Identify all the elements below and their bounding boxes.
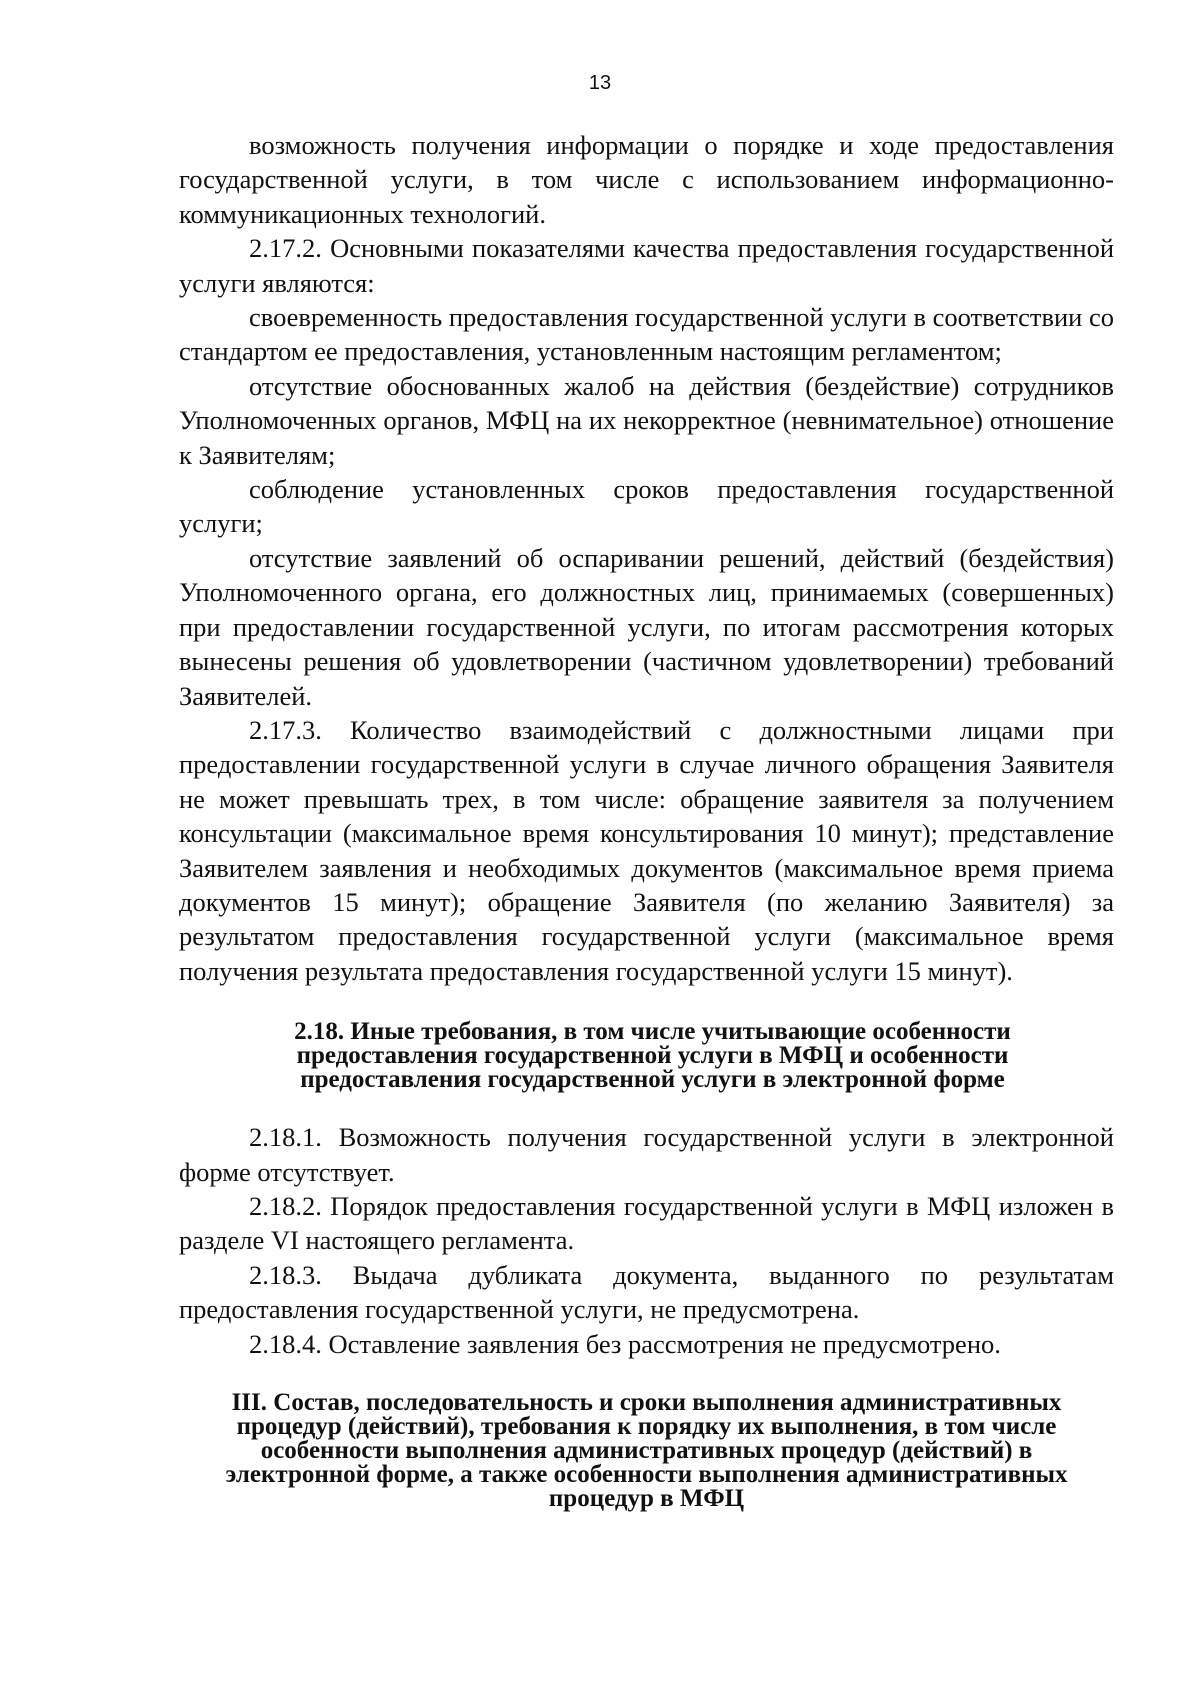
heading-2-18: 2.18. Иные требования, в том числе учитывающие особенности предоставления государственной услуги в МФЦ и особенности предоставления государственной услуги в электронной форме <box>294 1018 1011 1094</box>
spacer <box>179 1361 1114 1391</box>
paragraph-2-18-2: 2.18.2. Порядок предоставления государственной услуги в МФЦ изложен в разделе VI настоящего регламента. <box>179 1190 1114 1256</box>
paragraph-info-possibility: возможность получения информации о порядке и ходе предоставления государственной услуги, в том числе с использованием информационно-коммуникационных технологий. <box>179 130 1114 229</box>
page-content <box>179 128 1114 1511</box>
paragraph-deadlines: соблюдение установленных сроков предоставления государственной услуги; <box>179 474 1114 539</box>
paragraph-2-18-3: 2.18.3. Выдача дубликата документа, выданного по результатам предоставления государственной услуги, не предусмотрена. <box>179 1259 1114 1325</box>
paragraph-2-18-4: 2.18.4. Оставление заявления без рассмотрения не предусмотрено. <box>249 1328 1001 1359</box>
page-number: 13 <box>588 72 612 94</box>
heading-section-3: III. Состав, последовательность и сроки выполнения административных процедур (действий), требования к порядку их выполнения, в том числе особенности выполнения административных процедур (действий) в электронной форме, а также особенности выполнения административных процедур в МФЦ <box>225 1389 1068 1512</box>
paragraph-no-disputes: отсутствие заявлений об оспаривании решений, действий (бездействия) Уполномоченного органа, его должностных лиц, принимаемых (совершенных) при предоставлении государственной услуги, по итогам рассмотрения которых вынесены решения об удовлетворении (частичном удовлетворении) требований Заявителей. <box>179 542 1114 711</box>
spacer <box>179 988 1114 1020</box>
paragraph-2-17-2: 2.17.2. Основными показателями качества предоставления государственной услуги являются: <box>179 233 1114 298</box>
spacer <box>179 1092 1114 1120</box>
paragraph-2-17-3: 2.17.3. Количество взаимодействий с должностными лицами при предоставлении государственной услуги в случае личного обращения Заявителя не может превышать трех, в том числе: обращение заявителя за получением консультации (максимальное время консультирования 10 минут); представление Заявителем заявления и необходимых документов (максимальное время приема документов 15 минут); обращение Заявителя (по желанию Заявителя) за результатом предоставления государственной услуги (максимальное время получения результата предоставления государственной услуги 15 минут). <box>179 714 1114 986</box>
paragraph-2-18-1: 2.18.1. Возможность получения государственной услуги в электронной форме отсутствует. <box>179 1122 1114 1187</box>
paragraph-no-complaints: отсутствие обоснованных жалоб на действия (бездействие) сотрудников Уполномоченных органов, МФЦ на их некорректное (невнимательное) отношение к Заявителям; <box>179 370 1114 470</box>
paragraph-timeliness: своевременность предоставления государственной услуги в соответствии со стандартом ее предоставления, установленным настоящим регламентом; <box>179 302 1114 367</box>
